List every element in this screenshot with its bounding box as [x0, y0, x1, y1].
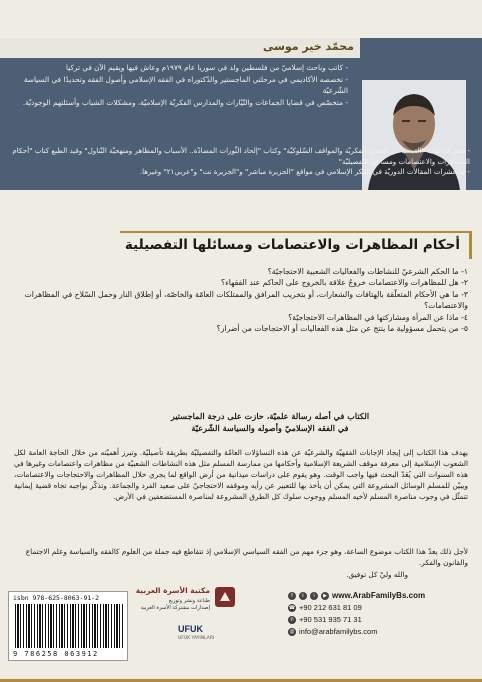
email-link[interactable]: info@arabfamilybs.com [299, 627, 378, 636]
publisher-block [134, 584, 238, 670]
barcode-digits: 9 786258 063912 [13, 650, 99, 658]
facebook-icon[interactable]: f [288, 592, 296, 600]
barcode [8, 591, 128, 661]
question-item: ٥- من يتحمل مسؤولية ما ينتج عن مثل هذه الفعاليات أو الاحتجاجات من أضرار؟ [216, 324, 468, 334]
title-accent-bar [469, 233, 472, 259]
website-row [288, 590, 468, 602]
publisher-name: مكتبة الأسرة العربية [135, 586, 210, 595]
instagram-icon[interactable]: i [310, 592, 318, 600]
author-bio [12, 62, 348, 109]
question-item: ٤- ماذا عن المرأة ومشاركتها في المظاهرات الاحتجاجيّة؟ [288, 312, 468, 322]
publisher-logo-icon [212, 584, 238, 610]
question-item: ٢- هل للمظاهرات والاعتصامات خروجٌ علاقة بالخروج على الحاكم عند الفقهاء؟ [221, 278, 468, 288]
author-name: محمّد خير موسى [262, 40, 354, 53]
phone-2: +90 531 935 71 31 [299, 615, 362, 624]
email-icon: @ [289, 629, 295, 635]
youtube-icon[interactable]: ▶ [321, 592, 329, 600]
author-works [12, 146, 470, 178]
bio-line: - كاتب وباحث إسلاميّ من فلسطين ولد في سوريا عام ١٩٧٩م وعاش فيها ويقيم الآن في تركيا [66, 63, 348, 72]
book-title: أحكام المظاهرات والاعتصامات ومسائلها التفصيلية [124, 237, 460, 253]
phone-1: +90 212 631 81 09 [299, 603, 362, 612]
subheading-line: الكتاب في أصله رسالة علميّة، حازت على درجة الماجستير [170, 411, 370, 421]
subheading-line: في الفقه الإسلاميّ وأصوله والسياسة الشّرعيّة [191, 423, 349, 433]
footer-section [0, 582, 482, 682]
publisher-sub-text: إصدارات مشتركة الأسرة العربية [140, 605, 210, 611]
email-row [288, 626, 468, 638]
isbn-label: isbn 978-625-8063-91-2 [13, 594, 100, 602]
website-link[interactable]: www.ArabFamilyBs.com [332, 591, 426, 600]
barcode-bars [15, 604, 123, 648]
whatsapp-row [288, 614, 468, 626]
contact-block [288, 590, 468, 638]
question-item: ١- ما الحكم الشرعيّ للنشاطات والفعاليات الشعبية الاحتجاجيّة؟ [267, 267, 468, 276]
twitter-icon[interactable]: t [299, 592, 307, 600]
phone-icon: ☎ [288, 605, 296, 611]
works-line: - له عشرات المقالات الدوريّة في الفكر الإسلامي في مواقع "الجزيرة مباشر" و"الجزيرة نت" و"عربي٢١" وغيرها. [139, 167, 470, 177]
bio-line: - متخصّص في قضايا الجماعات والتّيّارات والمدارس الفكريّة الإسلاميّة، ومشكلات الشباب وأسئلتهم الوجوديّة. [22, 98, 348, 107]
questions-list [14, 266, 468, 334]
question-item: ٣- ما هي الأحكام المتعلّقة بالهتافات والشعارات، أو بتخريب المرافق والممتلكات العامّة والخاصّة، أو إطلاق النار وحمل السّلاح في المظاهرات والاعتصامات؟ [24, 289, 468, 311]
bio-line: - تخصصه الأكاديمي في مرحلتي الماجستير والدّكتوراه في الفقه الإسلامي وأصول الفقه وتحديدًا في السياسة الشّرعيّة [23, 75, 348, 95]
description-paragraph: يهدف هذا الكتاب إلى إيجاد الإجابات الفقهيّة والشرعيّة عن هذه التساؤلات العامّة والتفصيليّة بطريقة تأصيليّة. وتبرز أهميّته من خلال الحاجة العامة لكل الشعوب الإسلامية إلى معرفة موقف الشريعة الإسلامية وأحكامها من ممارسة المسلم مثل هذه النشاطات الشعبيّة من مظاهرات واعتصامات وغيرها في هذه السنوات التي يُعَدّ البحث فيها واجب الوقت. وهو يقوم على دراسات ميدانية من أرض الواقع لما يجري خلال المظاهرات والاحتجاجات والاعتصامات، ويبيّن للمسلم الوسائل المشروعة التي يمكن أن يأخذ بها للتعبير عن رأيه وموقفه الاحتجاجيّ على صعيد الفرد والجماعة. وتذكّر بواجبه تجاه قضية إيمانية تتمثّل في وجوب مناصرة المسلم لأخيه المسلم ووجوب سلوك كل الطرق المشروعة لمناصرة المستضعفين في الأرض. [14, 448, 468, 501]
thesis-subheading [150, 410, 390, 434]
author-section [0, 38, 482, 190]
works-line: - صدر له كتاب "القيسيات.. الجذور الفكريّة والمواقف السّلوكيّة" وكتاب "إلحاد الثّورات المضادّة.. الأسباب والمظاهر ومنهجيّة التّناول" وقيد الطبع كتاب "أحكام المظاهرات والاعتصامات ومسائلها التّفصيليّة" [12, 146, 470, 166]
partner-logo: UFUK [178, 624, 203, 634]
social-icons [288, 592, 329, 600]
closing-paragraph: لأجل ذلك يعدّ هذا الكتاب موضوع الساعة، وهو جزء مهم من الفقه السياسي الإسلامي إذ تتقاطع فيه جملة من العلوم كالفقه والسياسة وعلم الاجتماع والقانون والفكر. [25, 547, 468, 567]
partner-sub: UFUK YAYINLARI [178, 636, 215, 641]
whatsapp-icon: ✆ [289, 617, 295, 623]
publisher-tagline-text: طباعة ونشر وتوزيع [168, 598, 210, 604]
author-name-tag [0, 38, 360, 58]
phone-row [288, 602, 468, 614]
book-title-box [120, 231, 472, 257]
signoff-line: والله وليّ كل توفيق. [346, 570, 408, 579]
